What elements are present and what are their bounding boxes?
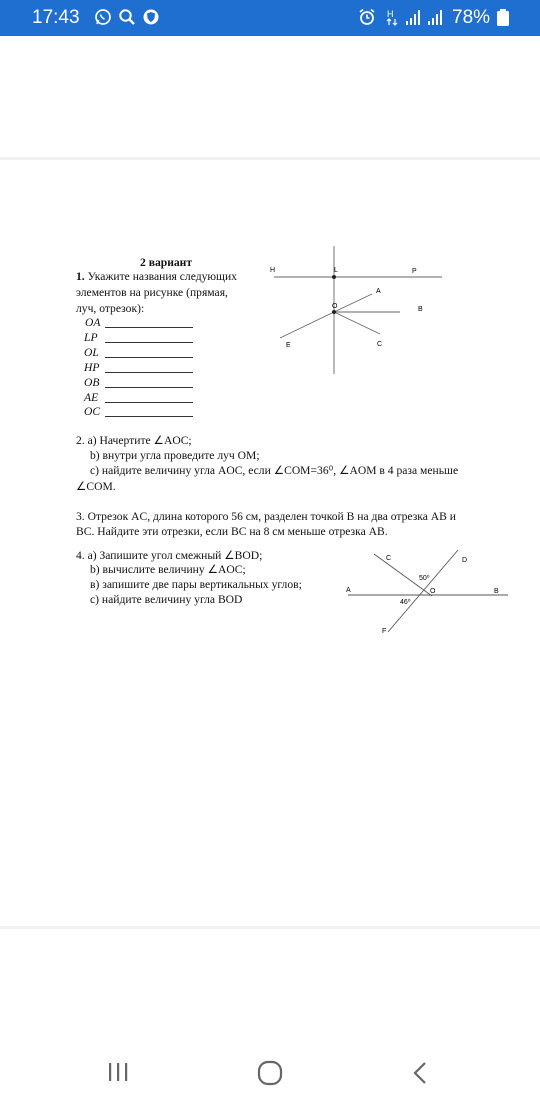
q2-line1: 2. а) Начертите ∠AOC; — [76, 434, 192, 447]
item-lp: LP — [84, 331, 98, 344]
label-l: L — [334, 267, 338, 274]
item-hp: HP — [84, 361, 100, 374]
ray-oc — [334, 312, 380, 334]
answer-blank[interactable] — [105, 342, 193, 343]
label-c: C — [377, 341, 383, 348]
answer-blank[interactable] — [105, 357, 193, 358]
clock: 17:43 — [32, 7, 80, 28]
label-a: A — [376, 288, 381, 295]
signal-icon — [404, 8, 422, 26]
alarm-icon — [358, 8, 376, 26]
q3-line2: BC. Найдите эти отрезки, если BC на 8 см меньше отрезка AB. — [76, 525, 388, 538]
label-o: O — [332, 303, 338, 310]
recent-apps-icon[interactable] — [106, 1061, 130, 1083]
label-d: D — [462, 557, 468, 564]
q2-line2: b) внутри угла проведите луч OM; — [90, 449, 260, 462]
label-p: P — [412, 268, 417, 275]
answer-blank[interactable] — [105, 416, 193, 417]
label-b: B — [494, 588, 499, 595]
q2-line3: с) найдите величину угла AOC, если ∠COM=36⁰, ∠AOM в 4 раза меньше — [90, 464, 459, 477]
label-f: F — [382, 628, 387, 635]
answer-blank[interactable] — [105, 402, 193, 403]
back-icon[interactable] — [410, 1061, 430, 1085]
shield-icon — [142, 8, 160, 26]
ray-oe — [280, 312, 334, 338]
label-b: B — [418, 306, 423, 313]
angle-46: 46⁰ — [400, 599, 411, 606]
data-icon — [384, 8, 402, 26]
q4-line2: b) вычислите величину ∠AOC; — [90, 563, 246, 576]
q4-line1: 4. а) Запишите угол смежный ∠BOD; — [76, 549, 263, 562]
answer-blank[interactable] — [105, 387, 193, 388]
battery-level: 78% — [452, 7, 491, 28]
label-o: O — [430, 588, 436, 595]
signal-icon — [426, 8, 444, 26]
label-e: E — [286, 342, 291, 349]
q3-line1: 3. Отрезок AC, длина которого 56 см, разделен точкой B на два отрезка AB и — [76, 510, 457, 523]
q2-line4: ∠COM. — [76, 480, 116, 493]
q1-line1: 1. Укажите названия следующих — [76, 270, 237, 283]
home-icon[interactable] — [256, 1060, 284, 1086]
ray-oa — [334, 294, 372, 312]
item-ae: AE — [84, 391, 99, 404]
q1-line3: луч, отрезок): — [76, 302, 145, 315]
label-c: C — [386, 555, 392, 562]
search-icon — [118, 8, 136, 26]
point-l — [332, 275, 336, 279]
worksheet-page — [0, 160, 540, 926]
line-df — [388, 550, 458, 632]
q4-line4: c) найдите величину угла BOD — [90, 593, 243, 606]
q1-line2: элементов на рисунке (прямая, — [76, 286, 228, 299]
figure-2-angles — [340, 546, 510, 636]
status-bar — [0, 0, 540, 36]
label-a: A — [346, 587, 351, 594]
battery-icon — [496, 8, 510, 26]
item-ol: OL — [84, 346, 99, 359]
item-oa: OA — [85, 316, 101, 329]
network-type: H — [387, 9, 394, 19]
figure-1-lines — [262, 246, 442, 376]
label-h: H — [270, 267, 276, 274]
q4-line3: в) запишите две пары вертикальных углов; — [90, 578, 302, 591]
answer-blank[interactable] — [105, 327, 193, 328]
divider — [0, 926, 540, 929]
item-ob: OB — [84, 376, 100, 389]
item-oc: OC — [84, 405, 101, 418]
angle-50: 50⁰ — [419, 575, 430, 582]
answer-blank[interactable] — [105, 372, 193, 373]
point-o — [332, 310, 336, 314]
navigation-bar — [0, 1046, 540, 1110]
variant-title: 2 вариант — [140, 256, 193, 269]
whatsapp-icon — [94, 8, 112, 26]
